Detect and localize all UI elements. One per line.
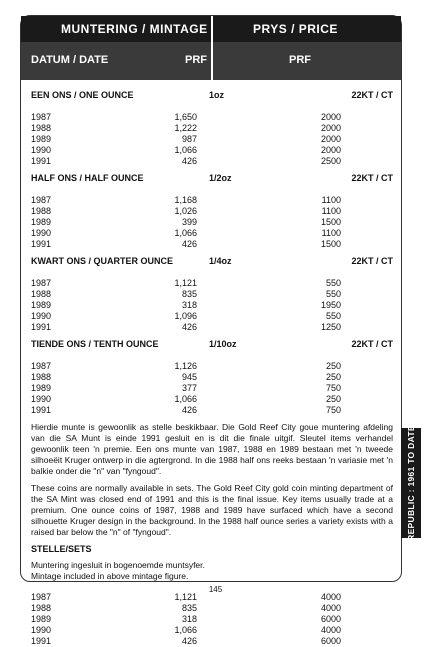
price-cell: 550 — [325, 289, 341, 299]
price-cell: 1950 — [320, 300, 341, 310]
price-cell: 4000 — [320, 592, 341, 602]
price-cell: 2000 — [320, 145, 341, 155]
table-row — [31, 372, 393, 383]
coin-sections — [31, 90, 393, 416]
year-cell: 1988 — [31, 372, 52, 382]
mintage-cell: 1,066 — [174, 228, 197, 238]
coin-section — [31, 173, 393, 250]
sets-title: STELLE/SETS — [31, 544, 92, 554]
table-row — [31, 217, 393, 228]
section-name: HALF ONS / HALF OUNCE — [31, 173, 144, 183]
description-english: These coins are normally available in sets. The Gold Reef City gold coin minting department of the SA Mint was closed end of 1991 and this is the final issue. Key items usually trade at a premium. One ounce coins of 1987, 1988 and 1989 have surfaced which have a second silhouette Kruger design in the background. In the 1988 half ounce series a variety exists with a raised bar below the "n" of "fyngoud". — [31, 483, 393, 537]
section-heading — [31, 173, 393, 185]
section-rows — [31, 112, 393, 167]
year-cell: 1991 — [31, 322, 52, 332]
price-cell: 550 — [325, 278, 341, 288]
price-cell: 1250 — [320, 322, 341, 332]
year-cell: 1990 — [31, 394, 52, 404]
price-cell: 1500 — [320, 239, 341, 249]
year-cell: 1987 — [31, 361, 52, 371]
price-cell: 4000 — [320, 625, 341, 635]
year-cell: 1989 — [31, 614, 52, 624]
price-cell: 1500 — [320, 217, 341, 227]
side-tab-label: REPUBLIC : 1961 TO DATE — [406, 425, 416, 541]
table-row — [31, 195, 393, 206]
catalog-content — [31, 86, 393, 647]
price-cell: 1100 — [321, 206, 341, 216]
price-cell: 2000 — [320, 112, 341, 122]
coin-section — [31, 339, 393, 416]
table-row — [31, 394, 393, 405]
mintage-cell: 1,126 — [174, 361, 197, 371]
side-tab — [401, 425, 421, 541]
section-heading — [31, 90, 393, 102]
table-row — [31, 614, 393, 625]
price-cell: 750 — [325, 405, 341, 415]
price-cell: 550 — [325, 311, 341, 321]
mintage-cell: 945 — [181, 372, 197, 382]
table-row — [31, 300, 393, 311]
section-weight: 1/4oz — [209, 256, 232, 266]
table-row — [31, 278, 393, 289]
mintage-cell: 318 — [181, 300, 197, 310]
table-row — [31, 239, 393, 250]
year-cell: 1991 — [31, 156, 52, 166]
description-afrikaans: Hierdie munte is gewoonlik as stelle beskikbaar. Die Gold Reef City goue muntering afdeling van die SA Munt is einde 1991 gesluit en is dit die finale uitgif. Sleutel items verhandel gewoonlik teen 'n premie. Een ons munte van 1987, 1988 en 1989 bestaan met 'n tweede silhoeëit Kruger ontwerp in die agtergrond. In die 1988 half ons reeks bestaan 'n variasie met 'n balkie onder die "n" van "fyngoud". — [31, 422, 393, 476]
table-row — [31, 206, 393, 217]
section-karat: 22KT / CT — [351, 339, 393, 349]
section-name: TIENDE ONS / TENTH OUNCE — [31, 339, 159, 349]
table-row — [31, 636, 393, 647]
price-cell: 750 — [325, 383, 341, 393]
mint-prf-label: PRF — [185, 54, 207, 66]
section-name: EEN ONS / ONE OUNCE — [31, 90, 134, 100]
mintage-cell: 426 — [181, 156, 197, 166]
mintage-cell: 835 — [181, 289, 197, 299]
mintage-cell: 1,066 — [174, 145, 197, 155]
mintage-cell: 1,222 — [174, 123, 197, 133]
table-row — [31, 383, 393, 394]
price-prf-label: PRF — [289, 54, 311, 66]
section-rows — [31, 278, 393, 333]
mintage-cell: 426 — [181, 322, 197, 332]
year-cell: 1988 — [31, 289, 52, 299]
section-rows — [31, 195, 393, 250]
table-row — [31, 289, 393, 300]
section-heading — [31, 339, 393, 351]
mintage-cell: 1,066 — [174, 625, 197, 635]
table-row — [31, 603, 393, 614]
table-row — [31, 123, 393, 134]
year-cell: 1989 — [31, 383, 52, 393]
year-cell: 1988 — [31, 206, 52, 216]
mintage-cell: 1,096 — [174, 311, 197, 321]
section-weight: 1/2oz — [209, 173, 232, 183]
year-cell: 1991 — [31, 405, 52, 415]
mintage-cell: 1,650 — [174, 112, 197, 122]
coin-section — [31, 90, 393, 167]
mintage-cell: 1,066 — [174, 394, 197, 404]
year-cell: 1989 — [31, 300, 52, 310]
mintage-cell: 426 — [181, 405, 197, 415]
year-cell: 1990 — [31, 625, 52, 635]
year-cell: 1987 — [31, 278, 52, 288]
mintage-cell: 377 — [181, 383, 197, 393]
mintage-cell: 1,121 — [174, 278, 197, 288]
table-row — [31, 134, 393, 145]
year-cell: 1987 — [31, 592, 52, 602]
table-row — [31, 311, 393, 322]
table-row — [31, 625, 393, 636]
mintage-cell: 1,168 — [174, 195, 197, 205]
price-cell: 2000 — [320, 123, 341, 133]
mintage-cell: 426 — [181, 239, 197, 249]
table-row — [31, 145, 393, 156]
table-row — [31, 361, 393, 372]
mintage-cell: 426 — [181, 636, 197, 646]
year-cell: 1989 — [31, 134, 52, 144]
price-cell: 4000 — [320, 603, 341, 613]
price-cell: 1100 — [321, 228, 341, 238]
price-cell: 2000 — [320, 134, 341, 144]
mintage-cell: 987 — [181, 134, 197, 144]
table-row — [31, 112, 393, 123]
section-weight: 1/10oz — [209, 339, 237, 349]
price-title: PRYS / PRICE — [253, 22, 338, 36]
section-karat: 22KT / CT — [351, 256, 393, 266]
section-rows — [31, 361, 393, 416]
mintage-cell: 835 — [181, 603, 197, 613]
price-cell: 2500 — [320, 156, 341, 166]
year-cell: 1987 — [31, 195, 52, 205]
price-cell: 250 — [325, 361, 341, 371]
section-heading — [31, 256, 393, 268]
section-weight: 1oz — [209, 90, 225, 100]
year-cell: 1987 — [31, 112, 52, 122]
price-cell: 250 — [325, 394, 341, 404]
mintage-title: MUNTERING / MINTAGE — [61, 22, 208, 36]
sets-note-english: Mintage included in above mintage figure. — [31, 571, 189, 581]
year-cell: 1990 — [31, 228, 52, 238]
sets-rows — [31, 592, 393, 647]
section-karat: 22KT / CT — [351, 173, 393, 183]
year-cell: 1990 — [31, 311, 52, 321]
year-cell: 1988 — [31, 123, 52, 133]
date-label: DATUM / DATE — [31, 54, 109, 66]
page-number: 145 — [208, 585, 223, 594]
table-row — [31, 228, 393, 239]
price-cell: 250 — [325, 372, 341, 382]
coin-section — [31, 256, 393, 333]
table-row — [31, 405, 393, 416]
header-divider — [211, 16, 213, 80]
section-name: KWART ONS / QUARTER OUNCE — [31, 256, 174, 266]
mintage-cell: 1,121 — [174, 592, 197, 602]
year-cell: 1988 — [31, 603, 52, 613]
price-cell: 6000 — [320, 614, 341, 624]
section-karat: 22KT / CT — [351, 90, 393, 100]
mintage-cell: 1,026 — [174, 206, 197, 216]
year-cell: 1989 — [31, 217, 52, 227]
year-cell: 1990 — [31, 145, 52, 155]
table-row — [31, 156, 393, 167]
price-cell: 1100 — [321, 195, 341, 205]
table-row — [31, 322, 393, 333]
mintage-cell: 399 — [181, 217, 197, 227]
sets-note-afrikaans: Muntering ingesluit in bogenoemde muntsyfer. — [31, 560, 205, 570]
sets-heading — [31, 544, 393, 556]
price-cell: 6000 — [320, 636, 341, 646]
mintage-cell: 318 — [181, 614, 197, 624]
year-cell: 1991 — [31, 239, 52, 249]
year-cell: 1991 — [31, 636, 52, 646]
